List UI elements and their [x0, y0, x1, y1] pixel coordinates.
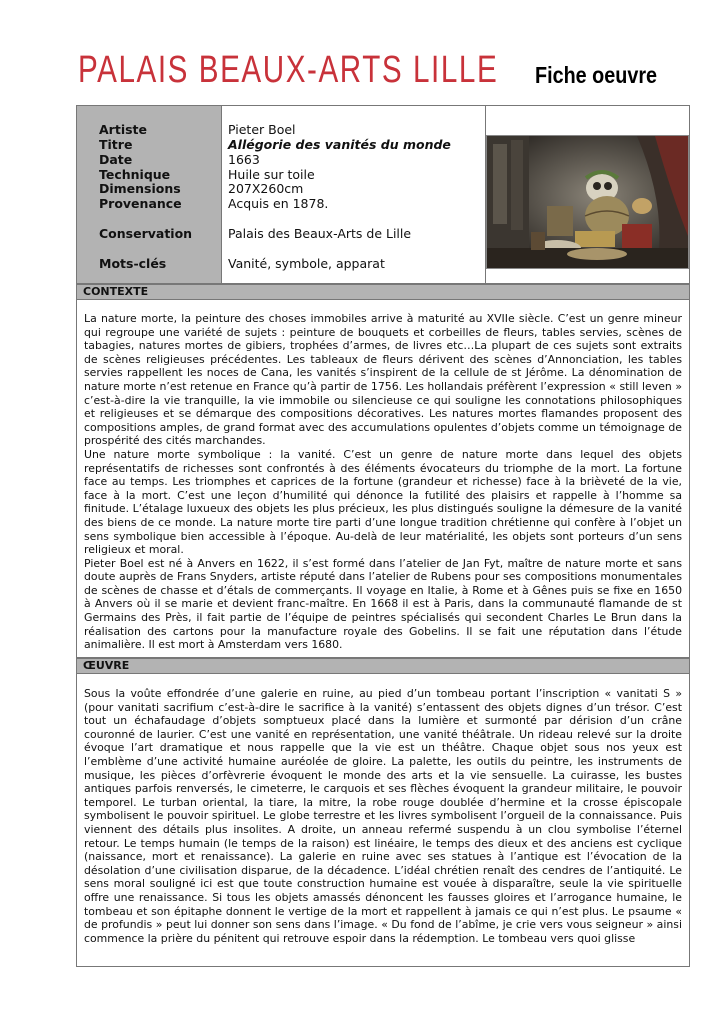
section-heading-contexte: CONTEXTE — [76, 284, 690, 300]
field-value-titre: Allégorie des vanités du monde — [228, 137, 451, 152]
field-value-technique: Huile sur toile — [228, 167, 315, 182]
paragraph: Sous la voûte effondrée d’une galerie en ruine, au pied d’un tombeau portant l’inscription « vanitati S » (pour vanitati sacrifium c’est-à-dire le sacrifice à la vanité) s’entassent des objets dignes d’un trésor. C’est tout un échafaudage d’objets somptueux placé dans la lumière et surmonté par dérision d’un crâne couronné de laurier. C’est une vanité en représentation, une vanité théâtrale. Un rideau relevé sur la droite évoque l’art dramatique et nous rappelle que la vie est un théâtre. Chaque objet sous nos yeux est l’emblème d’une activité humaine auréolée de gloire. La palette, les outils du peintre, les instruments de musique, les pièces d’orfèvrerie évoquent le monde des arts et la vie sensuelle. La cuirasse, les bustes antiques parfois renversés, le cimeterre, le carquois et ses flèches évoquent la grandeur militaire, le pouvoir temporel. Le turban oriental, la tiare, la mitre, la robe rouge doublée d’hermine et la crosse épiscopale symbolisent le pouvoir spirituel. Le globe terrestre et les livres symbolisent l’orgueil de la connaissance. Puis viennent des détails plus insolites. A droite, un anneau refermé suspendu à un clou symbolise l’éternel retour. Le temps humain (le temps de la raison) est linéaire, le temps des dieux et des anciens est cyclique (naissance, mort et renaissance). La galerie en ruine avec ses statues à l’antique est l’évocation de la désolation d’une civilisation disparue, de la décadence. L’idéal chrétien renaît des cendres de l’antiquité. Le sens moral souligné ici est que toute construction humaine est vouée à disparaître, seule la vie spirituelle offre une renaissance. Si tous les objets amassés dénoncent les fausses gloires et l’arrogance humaine, le tombeau et son épitaphe donnent le vertige de la mort et rappellent à jamais ce qui n’est plus. Le psaume « de profundis » peut lui donner son sens dans l’image. « Du fond de l’abîme, je crie vers vous seigneur » ainsi commence la prière du pénitent qui retrouve espoir dans la rédemption. Le tombeau vers quoi glisse — [84, 687, 682, 945]
field-label-mots-cles: Mots-clés — [99, 256, 167, 271]
field-value-conservation: Palais des Beaux-Arts de Lille — [228, 226, 412, 241]
section-heading-oeuvre: ŒUVRE — [76, 658, 690, 674]
field-label-titre: Titre — [99, 137, 133, 152]
paragraph: Une nature morte symbolique : la vanité. C’est un genre de nature morte dans lequel des objets représentatifs de richesses sont confrontés à des éléments évocateurs du triomphe de la mort. La fortune face au temps. Les triomphes et caprices de la fortune (grandeur et richesse) face à la brièveté de la vie, face à la mort. C’est une leçon d’humilité qui dénonce la futilité des plaisirs et rappelle à l’homme sa finitude. L’étalage luxueux des objets les plus précieux, les plus distingués souligne la démesure de la vanité des biens de ce monde. La nature morte tire parti d’une longue tradition chrétienne qui confère à l’objet un sens symbolique bien accessible à l’époque. Au-delà de leur matérialité, les objets sont porteurs d’un sens religieux et moral. — [84, 447, 682, 557]
painting-image — [486, 135, 689, 269]
field-value-mots-cles: Vanité, symbole, apparat — [228, 256, 385, 271]
paragraph: La nature morte, la peinture des choses immobiles arrive à maturité au XVIIe siècle. C’est un genre mineur qui regroupe une variété de sujets : peinture de bouquets et corbeilles de fleurs, tables servies, scènes de tabagies, natures mortes de gibiers, trophées d’armes, de livres etc…La plupart de ces sujets sont extraits de scènes religieuses précédentes. Les tableaux de fleurs dérivent des scènes d’Annonciation, les tables servies rappellent les noces de Cana, les vanités s’inspirent de la cellule de st Jérôme. La dénomination de nature morte n’est retenue en France qu’à partir de 1756. Les hollandais préfèrent l’expression « still leven » c’est-à-dire la vie tranquille, la vie immobile ou silencieuse ce qui souligne les connotations philosophiques et religieuses et se démarque des compositions décoratives. Les natures mortes flamandes proposent des compositions amples, de grand format avec des accumulations opulentes d’objets comme un témoignage de prospérité des cités marchandes. — [84, 312, 682, 448]
field-label-provenance: Provenance — [99, 196, 182, 211]
oeuvre-text — [84, 687, 682, 945]
field-value-date: 1663 — [228, 152, 260, 167]
field-label-technique: Technique — [99, 167, 171, 182]
section-contexte — [76, 300, 690, 658]
field-label-conservation: Conservation — [99, 226, 193, 241]
museum-logo: PALAIS BEAUX-ARTS LILLE — [78, 49, 499, 91]
section-oeuvre — [76, 674, 690, 967]
artwork-info-table — [76, 105, 690, 284]
artwork-image-cell — [484, 106, 689, 283]
field-label-artiste: Artiste — [99, 122, 147, 137]
field-labels-column — [77, 106, 221, 283]
field-value-provenance: Acquis en 1878. — [228, 196, 329, 211]
field-label-dimensions: Dimensions — [99, 181, 181, 196]
field-value-dimensions: 207X260cm — [228, 181, 304, 196]
paragraph: Pieter Boel est né à Anvers en 1622, il s’est formé dans l’atelier de Jan Fyt, maître de nature morte et sans doute auprès de Frans Snyders, artiste réputé dans l’atelier de Rubens pour ses compositions monumentales de scènes de chasse et d’étals de commerçants. Il voyage en Italie, à Rome et à Gênes puis se fixe en 1650 à Anvers où il se marie et devient franc-maître. En 1668 il est à Paris, dans la communauté flamande de st Germains des Près, il fait partie de l’équipe de peintres spécialisés qui secondent Charles Le Brun dans la réalisation des cartons pour la manufacture royale des Gobelins. Il se fait une réputation dans l’étude animalière. Il est mort à Amsterdam vers 1680. — [84, 556, 682, 652]
field-value-artiste: Pieter Boel — [228, 122, 296, 137]
page-title: Fiche oeuvre — [535, 62, 658, 88]
contexte-text — [84, 312, 682, 652]
field-label-date: Date — [99, 152, 133, 167]
field-values-column — [221, 106, 486, 283]
